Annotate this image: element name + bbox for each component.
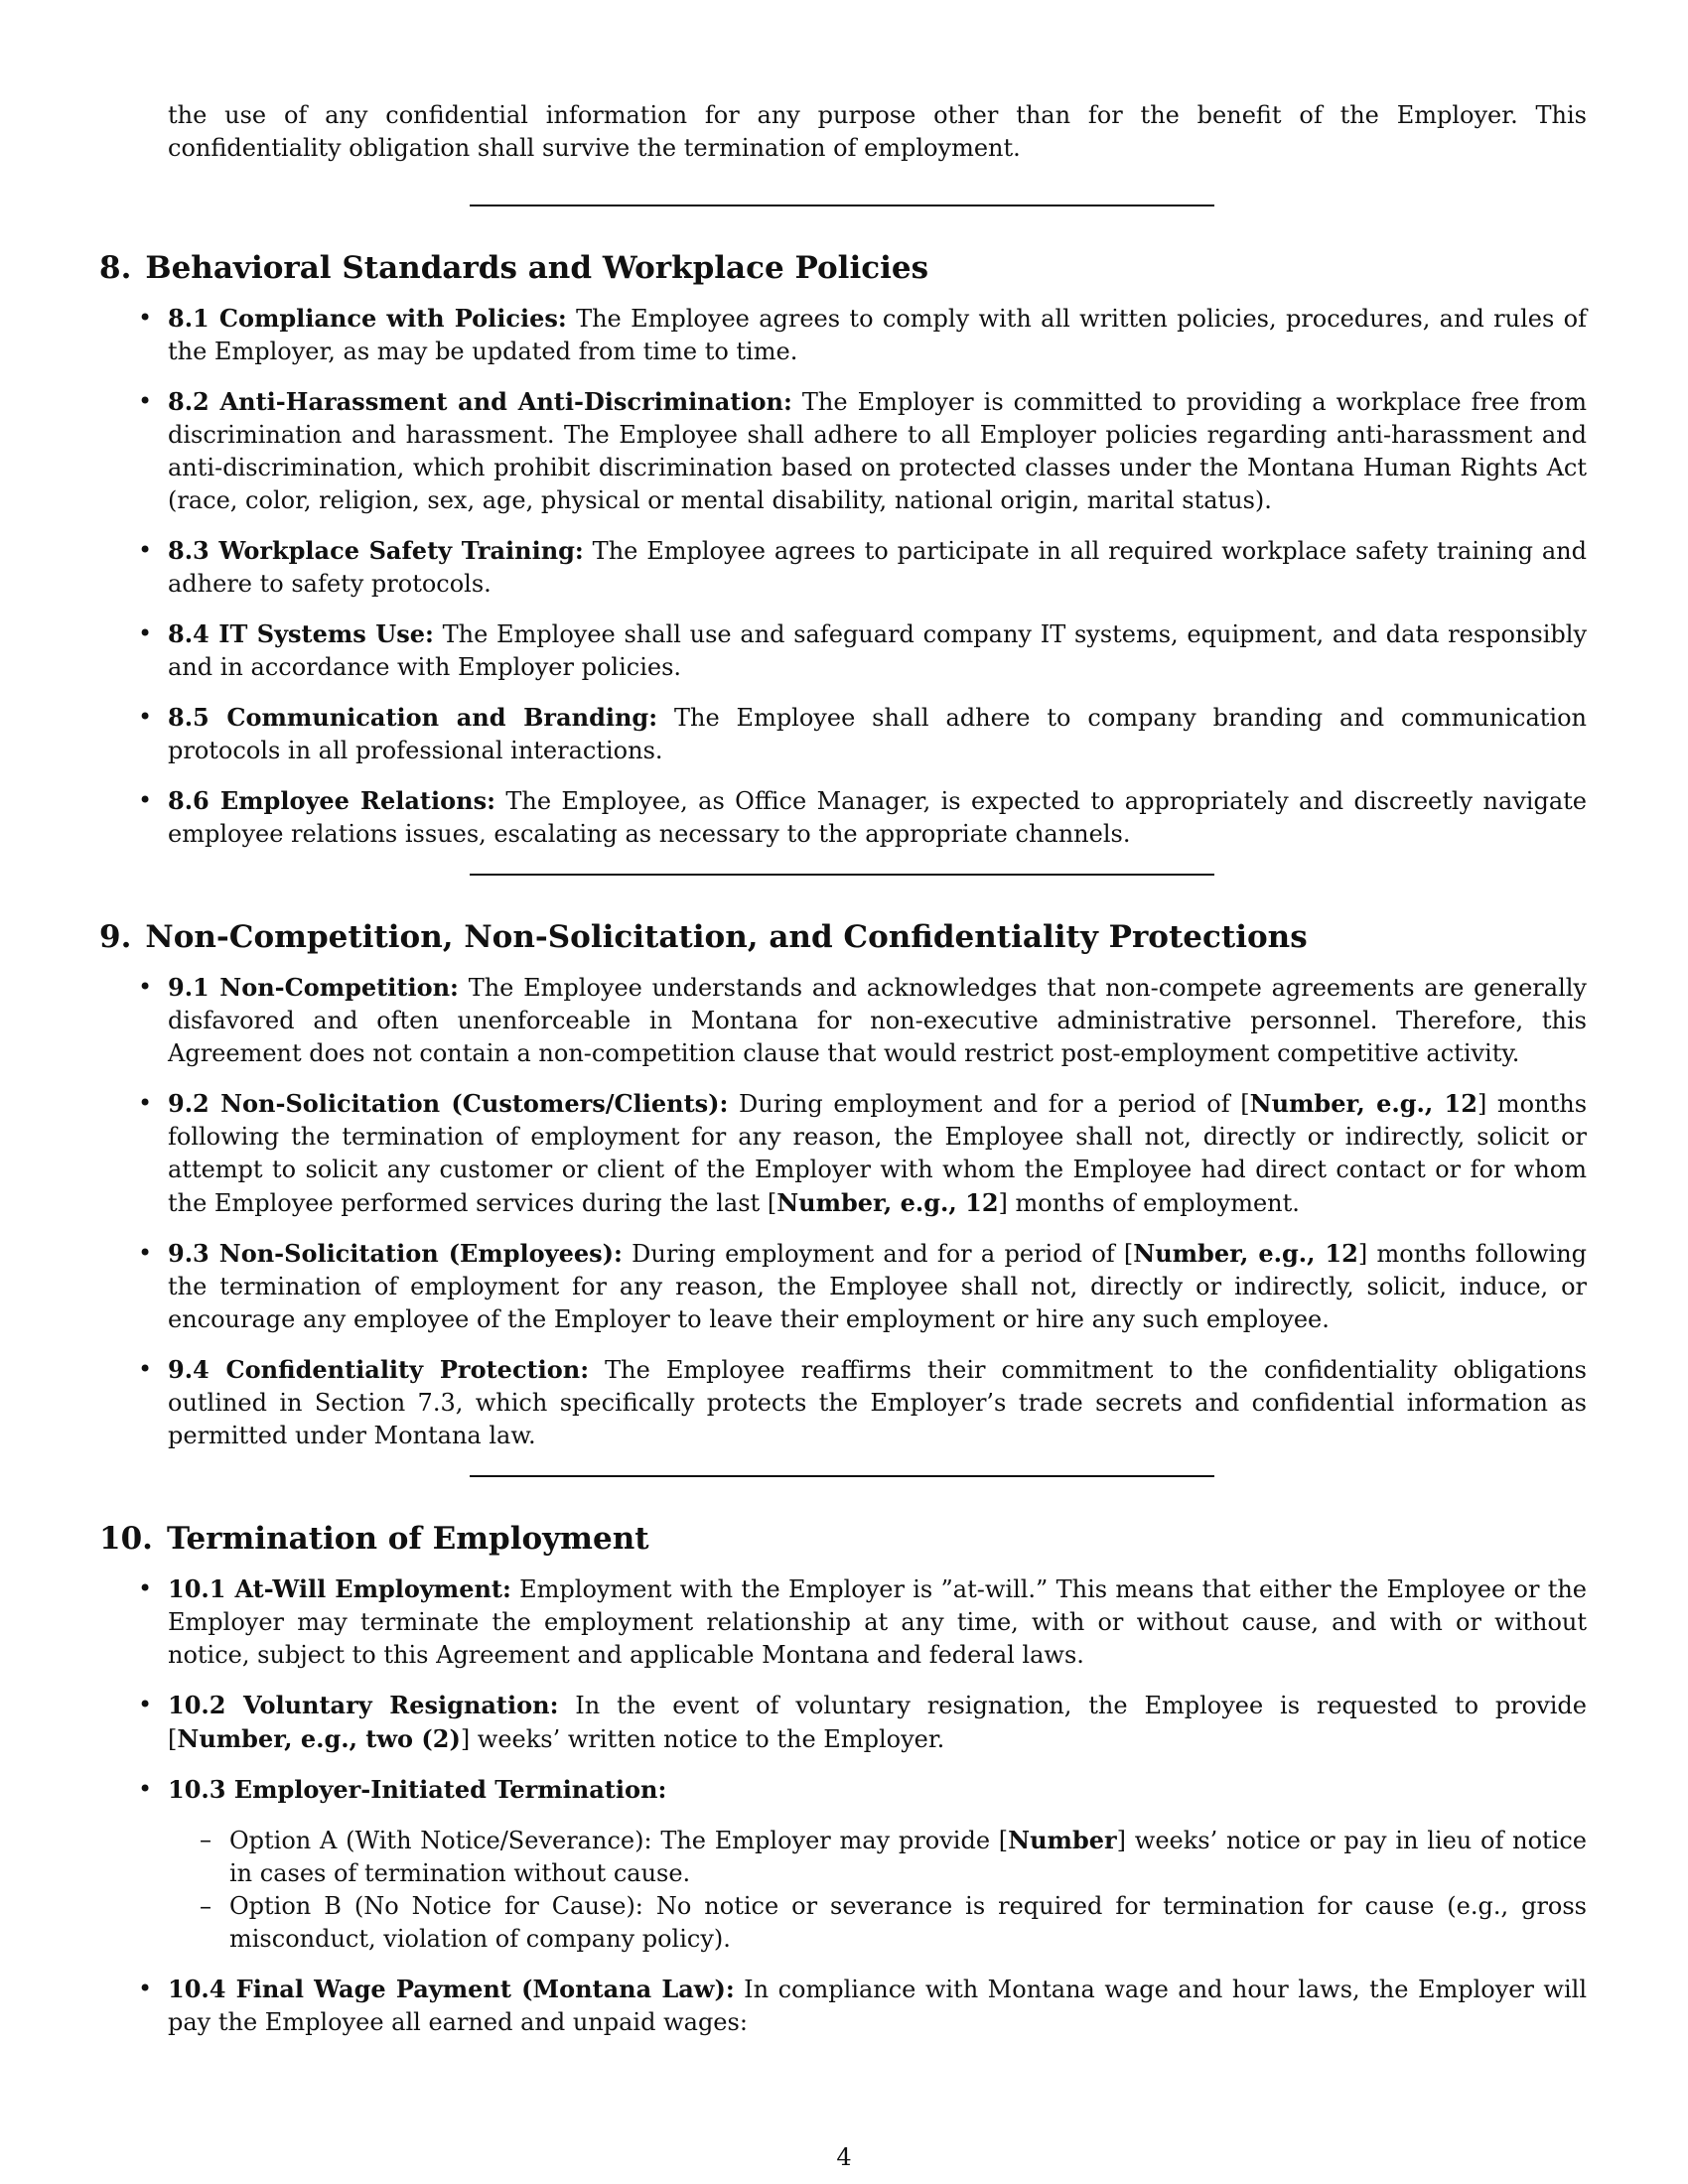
clause-label: 9.1 Non-Competition: [168,973,459,1002]
clause-text: During employment and for a period of [ [728,1090,1250,1118]
clause-9-3 [168,1237,1587,1336]
clause-text: The Employee understands and acknowledges that non-compete agreements are generally disfavored and often unenforceable in Montana for non-executive administrative personnel. Therefore, this Agreement does not contain a non-competition clause that would restrict post-employment competitive activity. [168,974,1587,1067]
clause-9-4 [168,1353,1587,1452]
page-number: 4 [836,2143,852,2171]
section-number: 9. [99,919,132,955]
clause-label: 10.1 At-Will Employment: [168,1574,511,1603]
clause-text: The Employee agrees to participate in all required workplace safety training and adhere to safety protocols. [168,537,1587,598]
clause-8-3 [168,534,1587,601]
page-content [99,99,1587,2056]
clause-10-4 [168,1973,1587,2039]
placeholder-value: Number [1008,1826,1117,1854]
clause-text: ] months of employment. [998,1189,1300,1217]
section-divider [470,874,1214,876]
clause-text: The Employee agrees to comply with all written policies, procedures, and rules of the Employer, as may be updated from time to time. [168,305,1587,365]
clause-text: In the event of voluntary resignation, the Employee is requested to provide [ [168,1692,1587,1753]
clause-10-2 [168,1689,1587,1756]
clause-label: 8.4 IT Systems Use: [168,619,434,648]
clause-label: 9.4 Confidentiality Protection: [168,1355,590,1384]
clause-10-1 [168,1572,1587,1672]
clause-9-2 [168,1087,1587,1220]
clause-text: In compliance with Montana wage and hour laws, the Employer will pay the Employee all earned and unpaid wages: [168,1976,1587,2036]
section-number: 10. [99,1521,153,1557]
section-title: Termination of Employment [166,1521,649,1557]
section-title: Behavioral Standards and Workplace Policies [145,250,929,286]
clause-label: 8.3 Workplace Safety Training: [168,536,584,565]
clause-10-3 [168,1773,1587,1956]
clause-text: ] weeks’ written notice to the Employer. [460,1725,945,1753]
clause-text: The Employee shall adhere to company branding and communication protocols in all professional interactions. [168,704,1587,764]
clause-label: 8.6 Employee Relations: [168,786,495,815]
clause-8-4 [168,617,1587,684]
clause-label: 8.5 Communication and Branding: [168,703,658,732]
clause-text: The Employee reaffirms their commitment to the confidentiality obligations outlined in Section 7.3, which specifically protects the Employer’s trade secrets and confidential information as permitted under Montana law. [168,1356,1587,1449]
clause-8-5 [168,701,1587,767]
section-9-list [99,971,1587,1452]
section-divider [470,1475,1214,1477]
clause-8-1 [168,302,1587,368]
option-text: ] weeks’ notice or pay in lieu of notice in cases of termination without cause. [229,1827,1587,1887]
clause-label: 8.2 Anti-Harassment and Anti-Discrimination: [168,387,792,416]
section-title: Non-Competition, Non-Solicitation, and Confidentiality Protections [145,919,1308,955]
clause-text: The Employer is committed to providing a workplace free from discrimination and harassment. The Employee shall adhere to all Employer policies regarding anti-harassment and anti-discrimination, which prohibit discrimination based on protected classes under the Montana Human Rights Act (race, color, religion, sex, age, physical or mental disability, national origin, marital status). [168,388,1588,514]
clause-label: 10.3 Employer-Initiated Termination: [168,1775,667,1804]
clause-text: ] months following the termination of employment for any reason, the Employee shall not, directly or indirectly, solicit or attempt to solicit any customer or client of the Employer with whom the Employee had direct contact or for whom the Employee performed services during the last [ [168,1090,1588,1217]
section-8-list [99,302,1587,851]
option-b [229,1890,1587,1956]
clause-label: 10.4 Final Wage Payment (Montana Law): [168,1975,735,2003]
clause-9-1 [168,971,1587,1070]
placeholder-value: Number, e.g., 12 [1133,1239,1358,1268]
section-divider [470,205,1214,206]
clause-label: 10.2 Voluntary Resignation: [168,1691,559,1719]
clause-label: 9.3 Non-Solicitation (Employees): [168,1239,623,1268]
termination-options [168,1824,1587,1956]
clause-8-2 [168,385,1587,517]
clause-label: 9.2 Non-Solicitation (Customers/Clients): [168,1089,729,1118]
section-heading-8 [99,248,1587,288]
intro-paragraph: the use of any confidential information for any purpose other than for the benefit of the Employer. This confidentiality obligation shall survive the termination of employment. [168,101,1587,162]
section-heading-9 [99,917,1587,957]
clause-text: Employment with the Employer is ”at-will.” This means that either the Employee or the Employer may terminate the employment relationship at any time, with or without cause, and with or without notice, subject to this Agreement and applicable Montana and federal laws. [168,1575,1587,1669]
section-10-list [99,1572,1587,2039]
placeholder-value: Number, e.g., two (2) [177,1724,461,1753]
clause-text: During employment and for a period of [ [622,1240,1134,1268]
clause-8-6 [168,784,1587,851]
option-text: Option A (With Notice/Severance): The Employer may provide [ [229,1827,1009,1854]
clause-label: 8.1 Compliance with Policies: [168,304,567,333]
clause-text: The Employee shall use and safeguard company IT systems, equipment, and data responsibly and in accordance with Employer policies. [168,620,1587,681]
option-text: Option B (No Notice for Cause): No notice or severance is required for termination for cause (e.g., gross misconduct, violation of company policy). [229,1892,1587,1953]
option-a [229,1824,1587,1890]
placeholder-value: Number, e.g., 12 [776,1188,999,1217]
section-number: 8. [99,250,132,286]
clause-text: The Employee, as Office Manager, is expected to appropriately and discreetly navigate employee relations issues, escalating as necessary to the appropriate channels. [168,787,1587,848]
clause-text: ] months following the termination of employment for any reason, the Employee shall not, directly or indirectly, solicit, induce, or encourage any employee of the Employer to leave their employment or hire any such employee. [168,1240,1588,1333]
section-heading-10 [99,1519,1587,1559]
placeholder-value: Number, e.g., 12 [1249,1089,1477,1118]
